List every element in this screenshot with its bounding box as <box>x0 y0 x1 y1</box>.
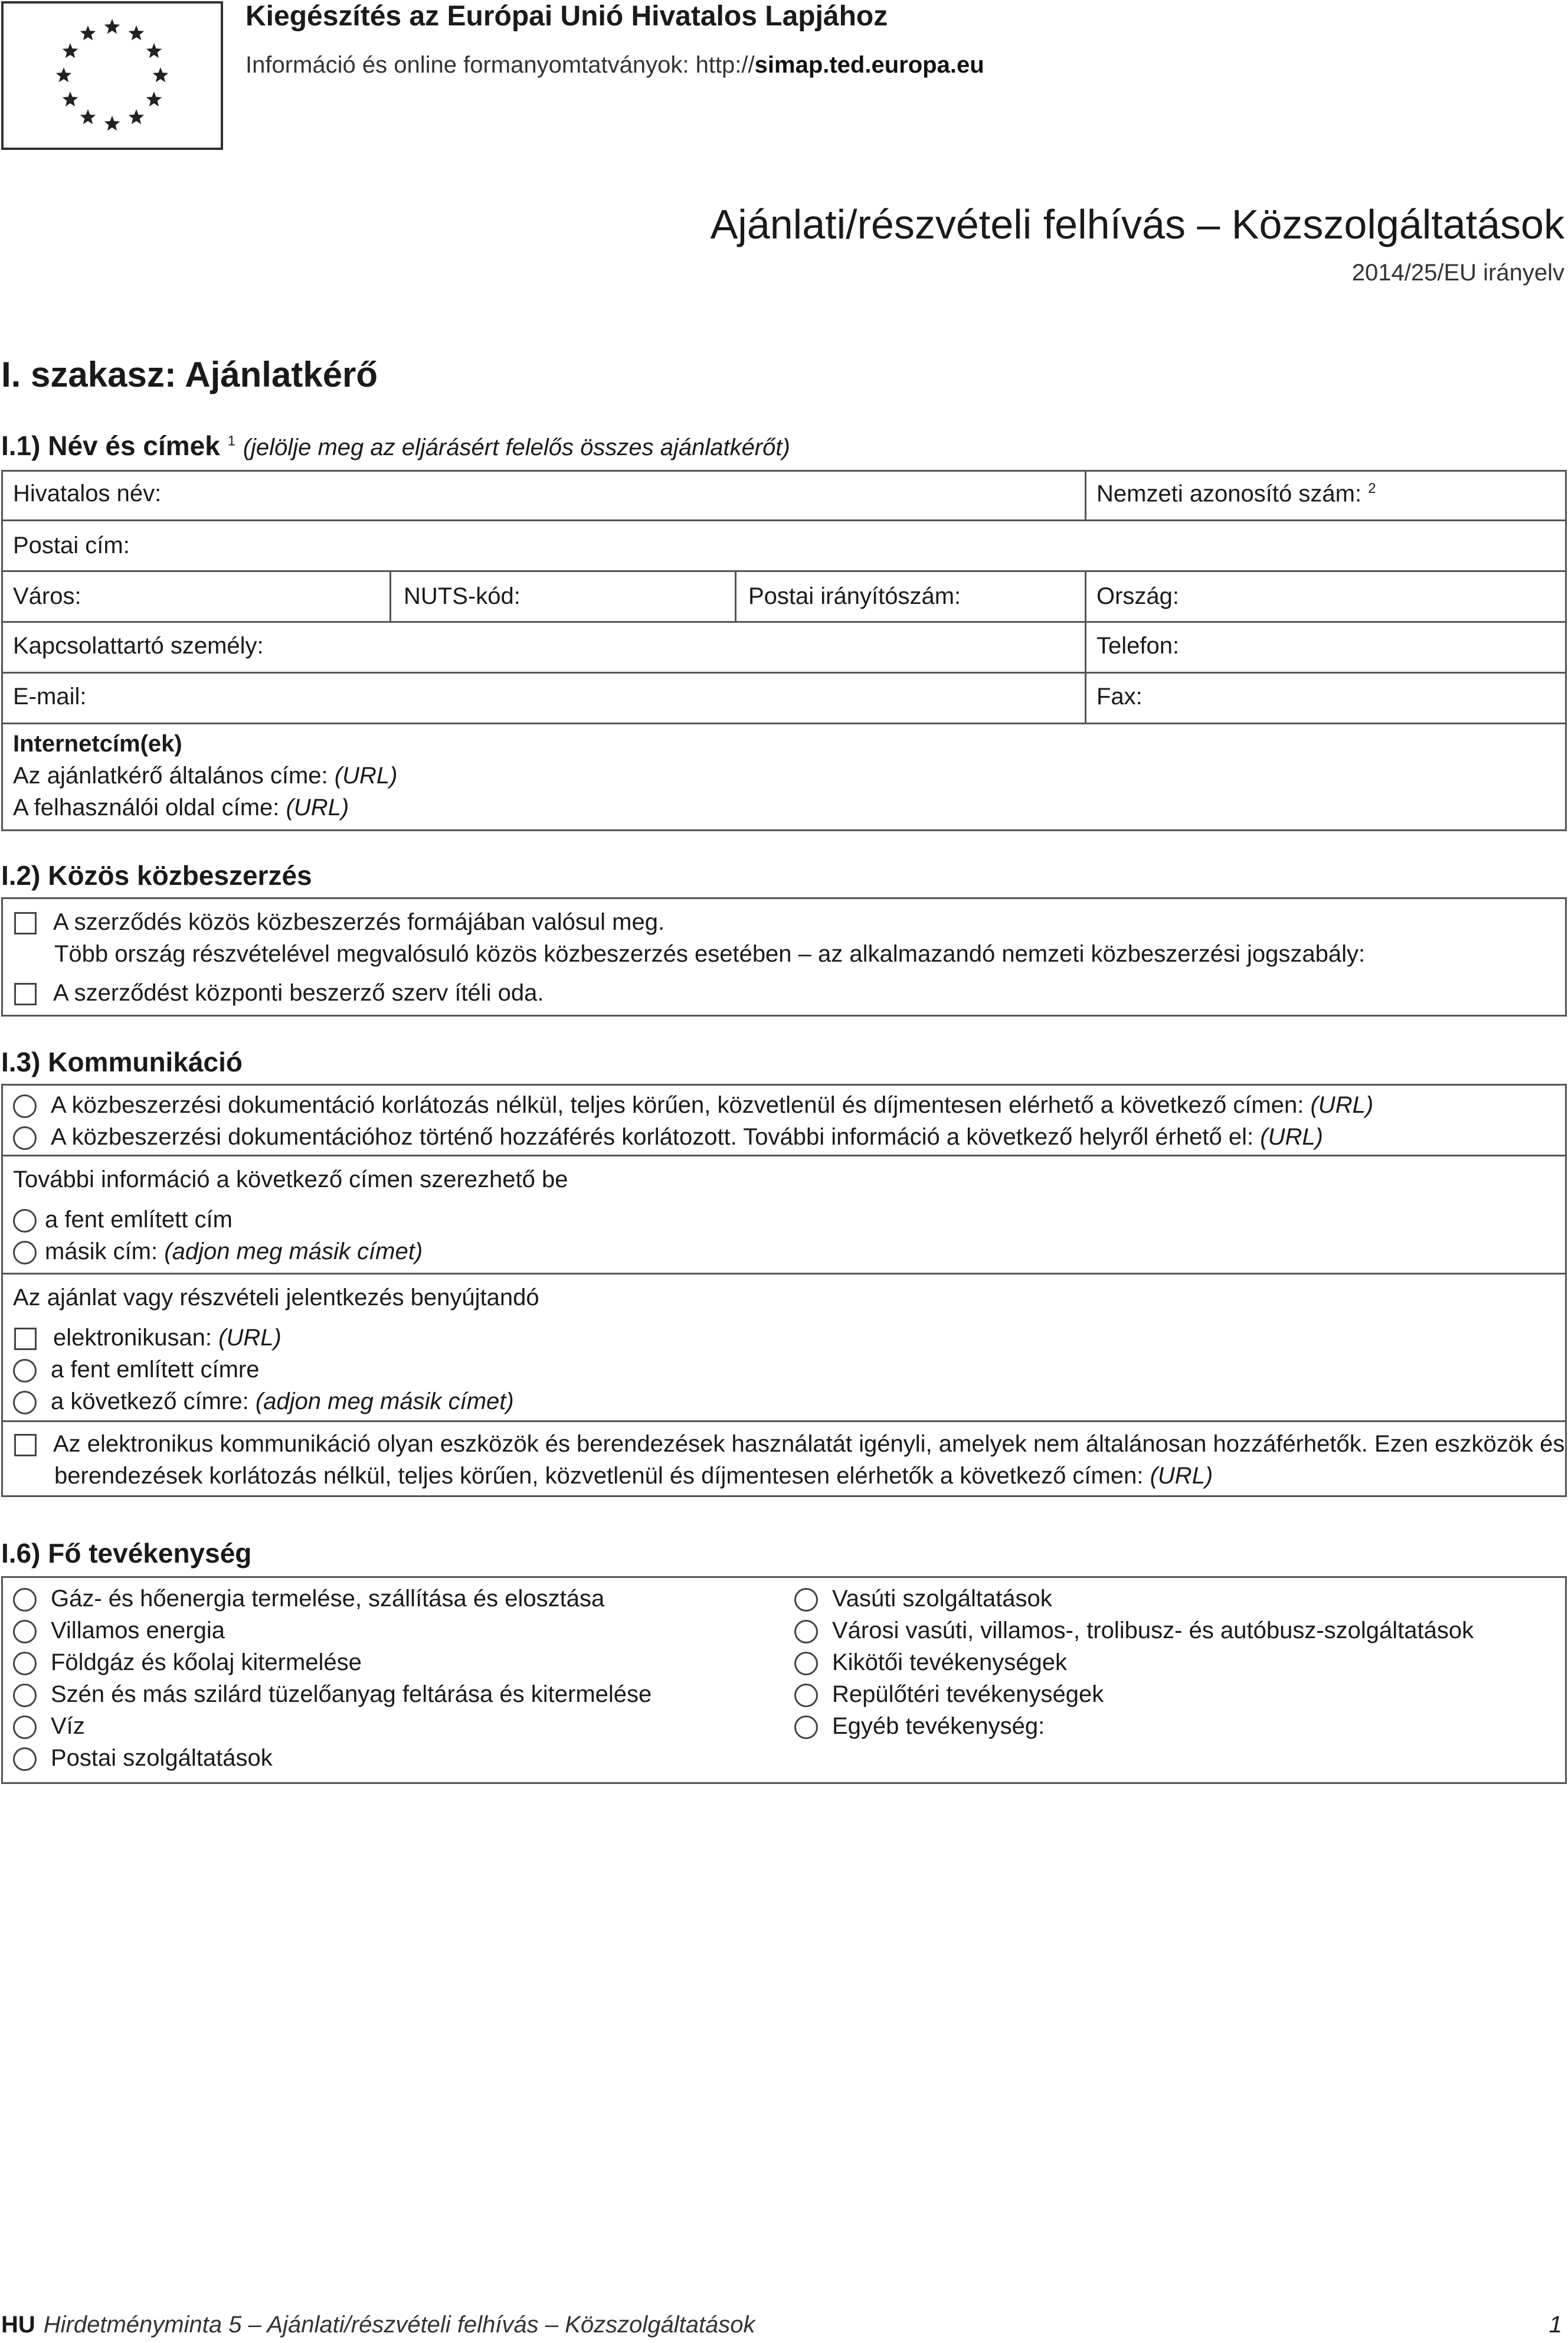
central-purchasing-option[interactable] <box>14 980 544 1007</box>
radio-button[interactable] <box>794 1715 818 1739</box>
star-icon <box>80 109 96 124</box>
activity-label: Repülőtéri tevékenységek <box>832 1681 1104 1707</box>
activity-option[interactable] <box>13 1745 273 1772</box>
url-hint: (URL) <box>1260 1124 1323 1150</box>
star-icon <box>129 25 145 40</box>
contact-person-field[interactable]: Kapcsolattartó személy: <box>13 633 264 659</box>
submit-following-option[interactable] <box>13 1388 514 1415</box>
radio-button[interactable] <box>13 1684 37 1707</box>
national-id-field[interactable] <box>1096 481 1376 507</box>
postcode-field[interactable]: Postai irányítószám: <box>748 583 961 609</box>
i6-heading: I.6) Fő tevékenység <box>1 1538 252 1568</box>
activity-label: Egyéb tevékenység: <box>832 1713 1045 1739</box>
activity-option[interactable] <box>13 1586 604 1612</box>
phone-field[interactable]: Telefon: <box>1096 633 1180 659</box>
activity-option[interactable] <box>794 1617 1474 1644</box>
activity-option[interactable] <box>794 1713 1045 1740</box>
footer <box>1 2312 755 2338</box>
nuts-code-field[interactable]: NUTS-kód: <box>404 583 521 609</box>
joint-procurement-label: A szerződés közös közbeszerzés formájában valósul meg. <box>53 909 665 935</box>
i1-footnote-ref: 1 <box>227 433 235 449</box>
header-url-link[interactable]: simap.ted.europa.eu <box>754 52 984 78</box>
central-purchasing-label: A szerződést központi beszerző szerv ítéli oda. <box>53 980 544 1006</box>
national-id-label: Nemzeti azonosító szám: <box>1096 481 1362 507</box>
header-title: Kiegészítés az Európai Unió Hivatalos Lapjához <box>245 1 888 32</box>
more-info-above-option[interactable] <box>13 1207 233 1233</box>
i1-note: (jelölje meg az eljárásért felelős összes ajánlatkérőt) <box>243 434 790 460</box>
activity-label: Szén és más szilárd tüzelőanyag feltárása és kitermelése <box>51 1681 652 1707</box>
other-address-hint: (adjon meg másik címet) <box>255 1388 514 1414</box>
docs-restricted-label: A közbeszerzési dokumentációhoz történő hozzáférés korlátozott. További információ a következő helyről érhető el: <box>51 1124 1254 1150</box>
submit-above-label: a fent említett címre <box>51 1357 260 1383</box>
url-hint: (URL) <box>1310 1092 1374 1118</box>
city-field[interactable]: Város: <box>13 583 81 609</box>
radio-button[interactable] <box>13 1094 37 1118</box>
activity-label: Víz <box>51 1713 85 1739</box>
i3-heading: I.3) Kommunikáció <box>1 1047 243 1077</box>
radio-button[interactable] <box>794 1652 818 1675</box>
activity-option[interactable] <box>13 1617 225 1644</box>
activity-option[interactable] <box>794 1649 1067 1676</box>
special-tools-label-line1: Az elektronikus kommunikáció olyan eszközök és berendezések használatát igényli, amelyek nem általánosan hozzáférhetők. Ezen eszközök és <box>53 1431 1565 1457</box>
footer-text: Hirdetményminta 5 – Ajánlati/részvételi felhívás – Közszolgáltatások <box>43 2312 755 2338</box>
joint-procurement-option[interactable] <box>14 909 664 936</box>
directive-label: 2014/25/EU irányelv <box>1351 260 1564 286</box>
submit-electronic-label: elektronikusan: <box>53 1325 212 1351</box>
activity-label: Postai szolgáltatások <box>51 1745 273 1771</box>
more-info-above-label: a fent említett cím <box>45 1207 233 1233</box>
activity-option[interactable] <box>794 1681 1104 1708</box>
header-subtitle <box>245 52 984 79</box>
general-address-field[interactable] <box>13 763 397 789</box>
url-hint: (URL) <box>286 795 349 821</box>
activity-label: Városi vasúti, villamos-, trolibusz- és autóbusz-szolgáltatások <box>832 1617 1474 1643</box>
radio-button[interactable] <box>13 1209 37 1233</box>
star-icon <box>129 109 145 124</box>
activity-label: Villamos energia <box>51 1617 225 1643</box>
activity-option[interactable] <box>13 1713 85 1740</box>
eu-stars-icon <box>4 4 221 148</box>
radio-button[interactable] <box>13 1652 37 1675</box>
page-number: 1 <box>1549 2312 1562 2338</box>
radio-button[interactable] <box>794 1620 818 1643</box>
i1-heading-text: I.1) Név és címek <box>1 430 220 461</box>
url-hint: (URL) <box>1150 1463 1213 1489</box>
activity-label: Vasúti szolgáltatások <box>832 1586 1052 1612</box>
submit-following-label: a következő címre: <box>51 1388 249 1414</box>
star-icon <box>153 67 169 82</box>
submit-electronic-option[interactable] <box>14 1325 281 1351</box>
more-info-label: További információ a következő címen szerezhető be <box>13 1166 568 1192</box>
section-title: I. szakasz: Ajánlatkérő <box>1 355 378 394</box>
url-hint: (URL) <box>218 1325 281 1351</box>
radio-button[interactable] <box>13 1126 37 1150</box>
document-title: Ajánlati/részvételi felhívás – Közszolgáltatások <box>710 201 1564 247</box>
i2-heading: I.2) Közös közbeszerzés <box>1 860 312 891</box>
star-icon <box>104 116 120 130</box>
special-tools-line2 <box>54 1463 1213 1489</box>
star-icon <box>104 19 120 34</box>
docs-free-label: A közbeszerzési dokumentáció korlátozás nélkül, teljes körűen, közvetlenül és díjmentesen elérhető a következő címen: <box>51 1092 1304 1118</box>
star-icon <box>56 67 72 82</box>
radio-button[interactable] <box>13 1241 37 1264</box>
radio-button[interactable] <box>13 1747 37 1771</box>
activity-option[interactable] <box>13 1649 362 1676</box>
activity-option[interactable] <box>794 1586 1052 1612</box>
internet-heading: Internetcím(ek) <box>13 731 182 757</box>
checkbox[interactable] <box>14 983 37 1005</box>
postal-address-field[interactable]: Postai cím: <box>13 532 130 558</box>
submit-label: Az ajánlat vagy részvételi jelentkezés benyújtandó <box>13 1285 539 1311</box>
special-tools-label-line2: berendezések korlátozás nélkül, teljes körűen, közvetlenül és díjmentesen elérhetők a következő címen: <box>54 1463 1144 1489</box>
radio-button[interactable] <box>13 1620 37 1643</box>
submit-above-option[interactable] <box>13 1357 259 1383</box>
official-name-field[interactable]: Hivatalos név: <box>13 481 162 506</box>
special-tools-option[interactable] <box>14 1431 1564 1458</box>
joint-procurement-law-note: Több ország részvételével megvalósuló közös közbeszerzés esetében – az alkalmazandó nemzeti közbeszerzési jogszabály: <box>54 941 1366 967</box>
fax-field[interactable]: Fax: <box>1096 684 1143 710</box>
general-address-label: Az ajánlatkérő általános címe: <box>13 763 328 789</box>
other-address-hint: (adjon meg másik címet) <box>164 1239 423 1264</box>
activity-label: Kikötői tevékenységek <box>832 1649 1068 1675</box>
radio-button[interactable] <box>794 1588 818 1612</box>
radio-button[interactable] <box>13 1715 37 1739</box>
national-id-footnote-ref: 2 <box>1368 481 1376 496</box>
country-field[interactable]: Ország: <box>1096 583 1180 609</box>
radio-button[interactable] <box>13 1391 37 1414</box>
radio-button[interactable] <box>794 1684 818 1707</box>
star-icon <box>63 43 78 58</box>
checkbox[interactable] <box>14 1434 37 1456</box>
checkbox[interactable] <box>14 1328 37 1350</box>
docs-free-option[interactable] <box>13 1092 1373 1119</box>
star-icon <box>80 25 96 40</box>
header-sub-prefix: Információ és online formanyomtatványok: http:// <box>245 52 755 78</box>
star-icon <box>63 92 78 106</box>
star-icon <box>146 43 162 58</box>
buyer-profile-label: A felhasználói oldal címe: <box>13 795 280 821</box>
checkbox[interactable] <box>14 912 37 934</box>
eu-flag-logo <box>1 1 223 150</box>
buyer-profile-field[interactable] <box>13 795 349 821</box>
activity-label: Földgáz és kőolaj kitermelése <box>51 1649 362 1675</box>
footer-lang: HU <box>1 2312 35 2338</box>
activity-label: Gáz- és hőenergia termelése, szállítása és elosztása <box>51 1586 605 1612</box>
activity-option[interactable] <box>13 1681 652 1708</box>
url-hint: (URL) <box>334 763 398 789</box>
docs-restricted-option[interactable] <box>13 1124 1323 1151</box>
radio-button[interactable] <box>13 1359 37 1383</box>
radio-button[interactable] <box>13 1588 37 1612</box>
i1-heading <box>1 430 790 462</box>
star-icon <box>146 92 162 106</box>
email-field[interactable]: E-mail: <box>13 684 87 710</box>
more-info-other-label: másik cím: <box>45 1239 158 1264</box>
more-info-other-option[interactable] <box>13 1239 423 1265</box>
